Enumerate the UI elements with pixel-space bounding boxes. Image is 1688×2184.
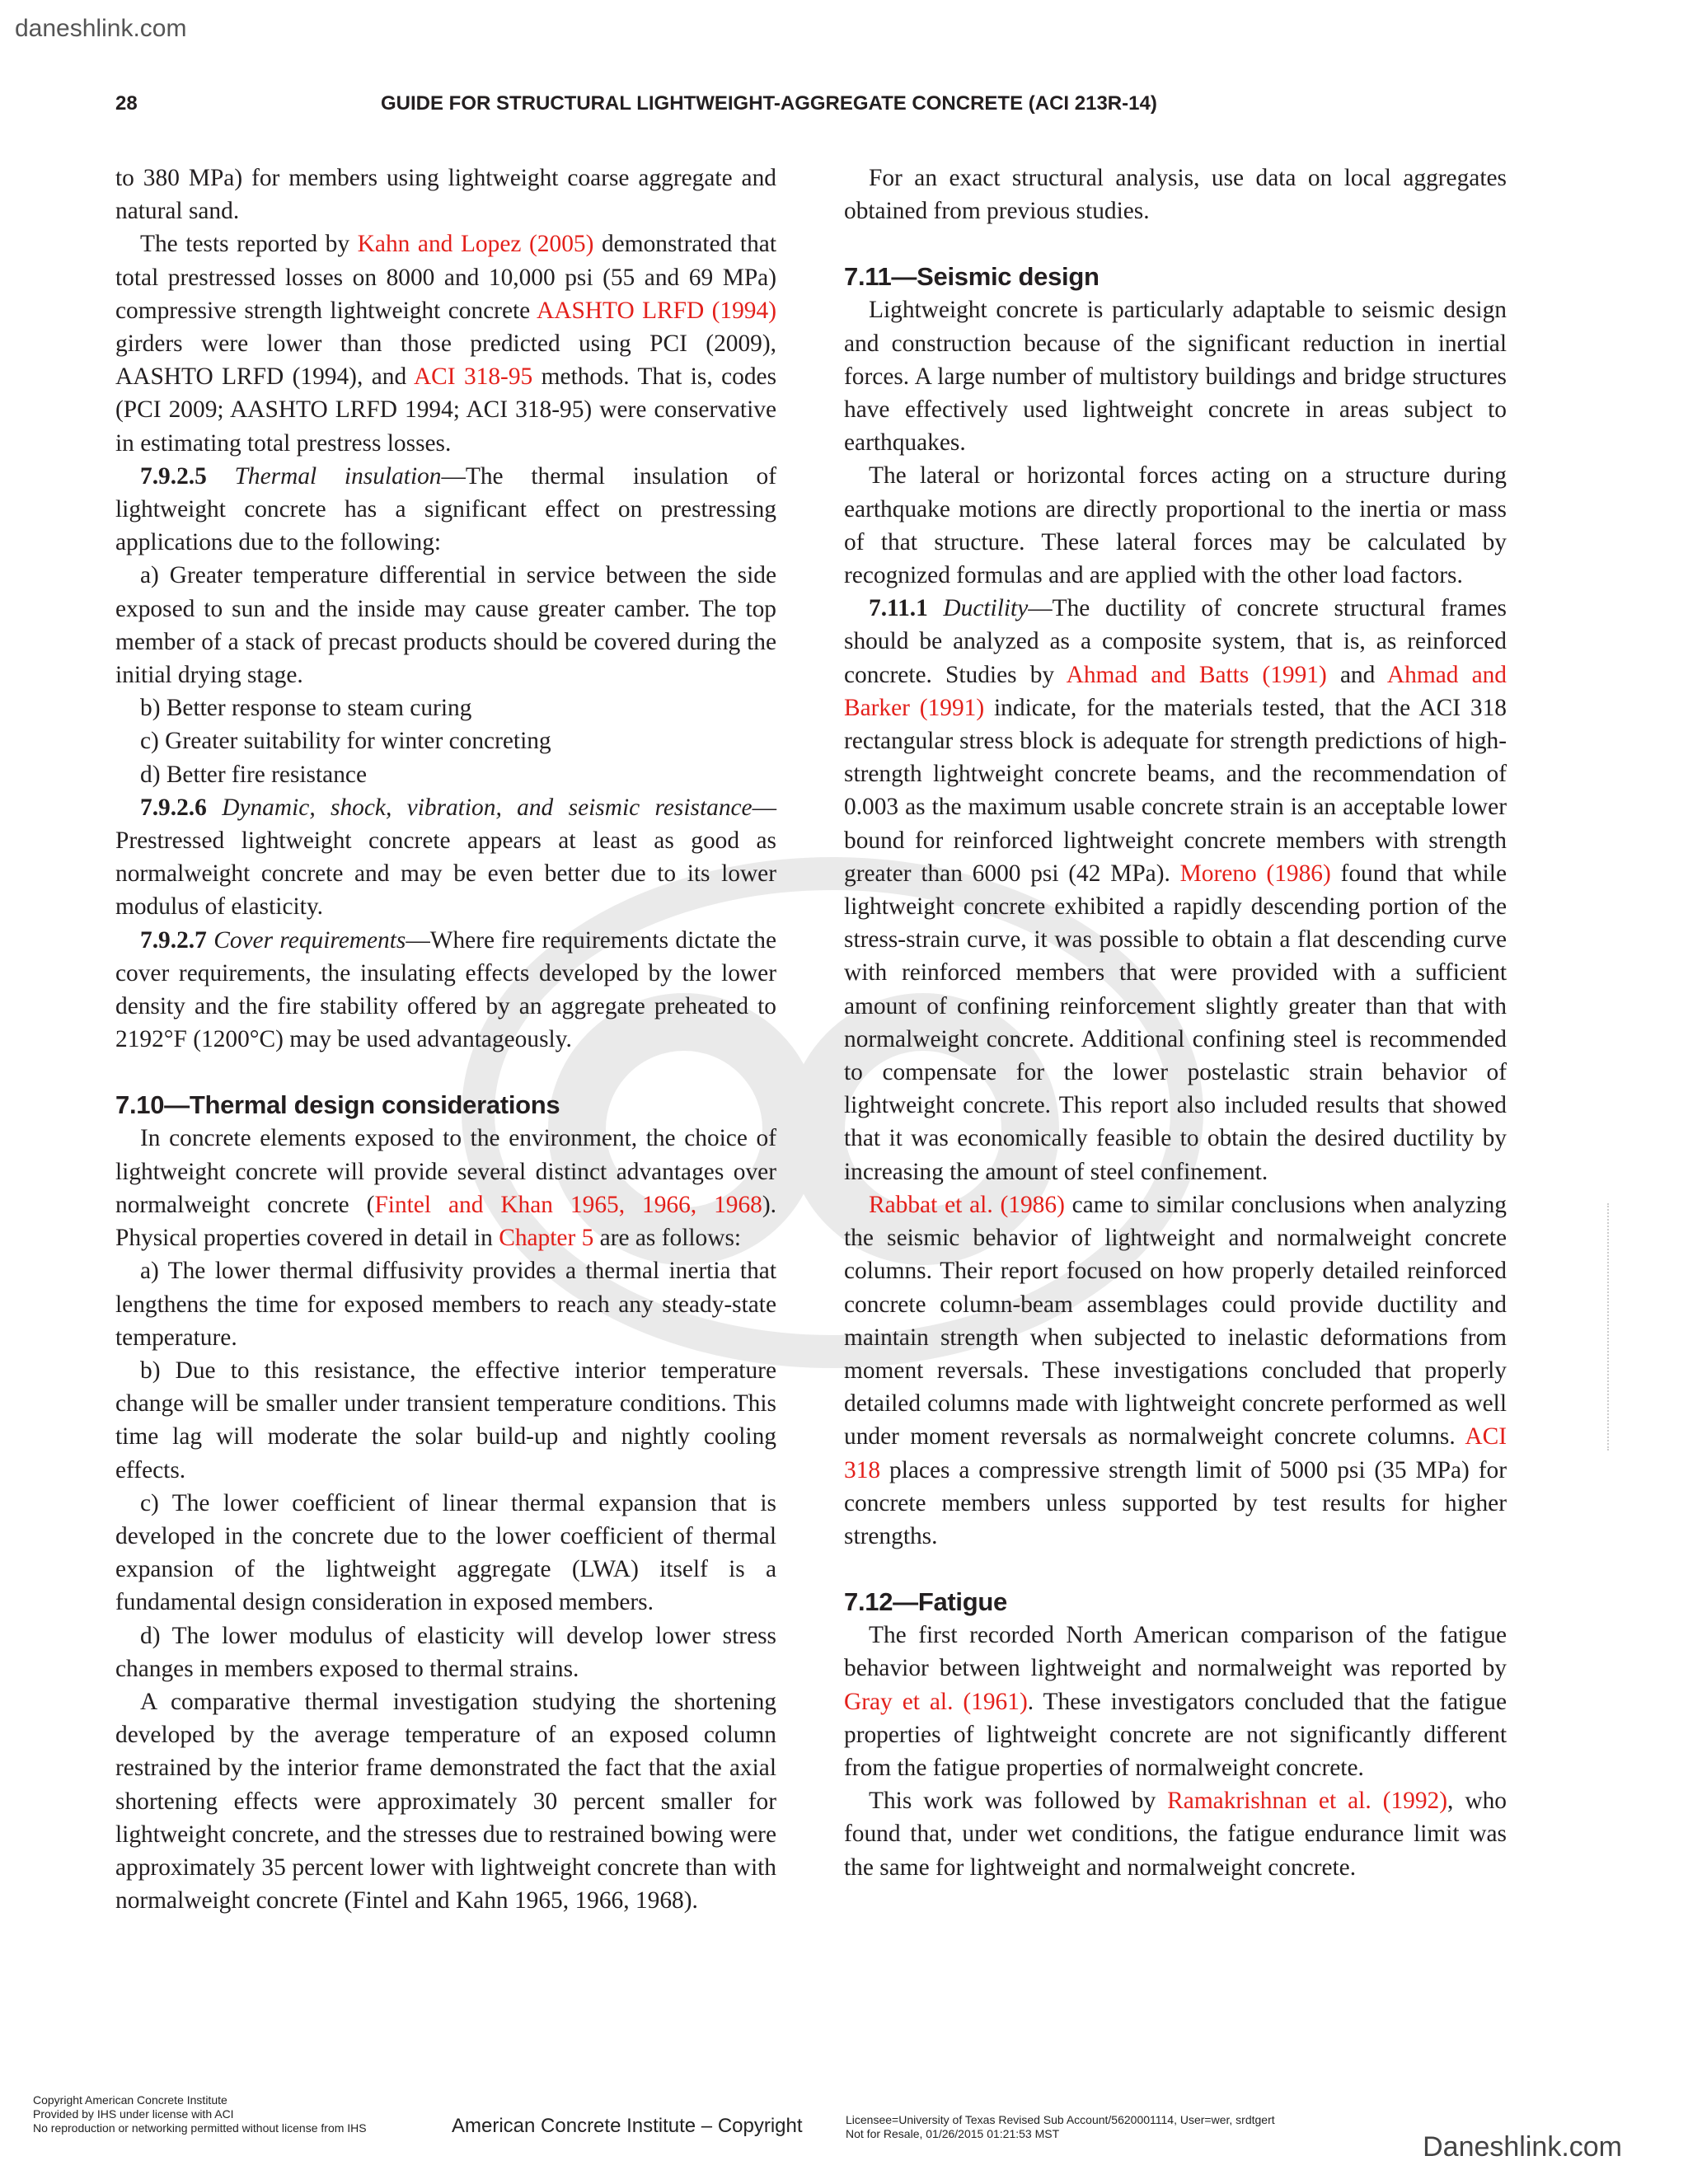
list-item: d) The lower modulus of elasticity will develop lower stress changes in members exposed to thermal strains. bbox=[115, 1622, 776, 1682]
citation-link[interactable]: Ahmad and Batts (1991) bbox=[1066, 661, 1327, 688]
section-7-9-2-6: 7.9.2.6 Dynamic, shock, vibration, and seismic resistance—Prestressed lightweight concrete appears at least as good as normalweight concrete and may be even better due to its lower modulus of elasticity. bbox=[115, 794, 776, 921]
list-item: a) The lower thermal diffusivity provides a thermal inertia that lengthens the time for exposed members to reach any steady-state temperature. bbox=[115, 1258, 776, 1351]
citation-link[interactable]: ACI 318-95 bbox=[413, 363, 533, 391]
watermark-bottom: Daneshlink.com bbox=[1423, 2131, 1622, 2163]
paragraph: The tests reported by Kahn and Lopez (2005) demonstrated that total prestressed losses on 8000 and 10,000 psi (55 and 69 MPa) compressive strength lightweight concrete AASHTO LRFD (1994) girders were lower than those predicted using PCI (2009), AASHTO LRFD (1994), and ACI 318-95 methods. That is, codes (PCI 2009; AASHTO LRFD 1994; ACI 318-95) were conservative in estimating total prestress losses. bbox=[115, 231, 777, 457]
citation-link[interactable]: Rabbat et al. (1986) bbox=[869, 1191, 1065, 1218]
paragraph: The first recorded North American comparison of the fatigue behavior between lightweight and normalweight was reported by Gray et al. (1961). These investigators concluded that the fatigue properties of lightweight concrete are not significantly different from the fatigue properties of normalweight concrete. bbox=[844, 1622, 1507, 1781]
list-item: b) Due to this resistance, the effective interior temperature change will be smaller under transient temperature conditions. This time lag will moderate the solar build-up and nightly cooling effects. bbox=[115, 1357, 776, 1483]
citation-link[interactable]: Gray et al. (1961) bbox=[844, 1688, 1028, 1715]
paragraph: The lateral or horizontal forces acting on a structure during earthquake motions are directly proportional to the inertia or mass of that structure. These lateral forces may be calculated by recognized formulas and are applied with the other load factors. bbox=[844, 462, 1507, 589]
paragraph: Lightweight concrete is particularly adaptable to seismic design and construction because of the significant reduction in inertial forces. A large number of multistory buildings and bridge structures have effectively used lightweight concrete in areas subject to earthquakes. bbox=[844, 297, 1507, 457]
margin-marks bbox=[1607, 1203, 1612, 1451]
left-column bbox=[115, 162, 776, 1917]
citation-link[interactable]: Moreno (1986) bbox=[1179, 860, 1331, 887]
list-item: b) Better response to steam curing bbox=[140, 695, 472, 722]
watermark-top: daneshlink.com bbox=[15, 15, 187, 42]
list-item: c) Greater suitability for winter concreting bbox=[140, 728, 551, 755]
list-item: a) Greater temperature differential in service between the side exposed to sun and the inside may cause greater camber. The top member of a stack of precast products should be covered during the initial drying stage. bbox=[115, 562, 776, 689]
heading-7-11: 7.11—Seismic design bbox=[844, 262, 1100, 292]
paragraph: Rabbat et al. (1986) came to similar conclusions when analyzing the seismic behavior of lightweight and normalweight concrete columns. Their report focused on how properly detailed reinforced concrete column-beam assemblages could provide ductility and maintain strength when subjected to inelastic deformations from moment reversals. These investigations concluded that properly detailed columns made with lightweight concrete performed as well under moment reversals as normalweight concrete columns. ACI 318 places a compressive strength limit of 5000 psi (35 MPa) for concrete members unless supported by test results for higher strengths. bbox=[844, 1191, 1507, 1549]
section-7-11-1: 7.11.1 Ductility—The ductility of concrete structural frames should be analyzed as a composite system, that is, as reinforced concrete. Studies by Ahmad and Batts (1991) and Ahmad and Barker (1991) indicate, for the materials tested, that the ACI 318 rectangular stress block is adequate for strength predictions of high-strength lightweight concrete beams, and the recommendation of 0.003 as the maximum usable concrete strain is an acceptable lower bound for reinforced lightweight concrete members with strength greater than 6000 psi (42 MPa). Moreno (1986) found that while lightweight concrete exhibited a rapidly descending portion of the stress-strain curve, it was possible to obtain a flat descending curve with reinforced members that were provided with a sufficient amount of confining reinforcement slightly greater than that with normalweight concrete. Additional confining steel is recommended to compensate for the lower postelastic strain behavior of lightweight concrete. This report also included results that showed that it was economically feasible to obtain the desired ductility by increasing the amount of steel confinement. bbox=[844, 595, 1507, 1185]
page-number: 28 bbox=[115, 92, 138, 115]
section-7-9-2-5: 7.9.2.5 Thermal insulation—The thermal insulation of lightweight concrete has a significant effect on prestressing applications due to the following: bbox=[115, 462, 776, 556]
footer-copyright: Copyright American Concrete Institute Provided by IHS under license with ACI No reproduction or networking permitted without license from IHS bbox=[33, 2093, 367, 2135]
citation-link[interactable]: AASHTO LRFD (1994) bbox=[537, 297, 776, 324]
citation-link[interactable]: Ramakrishnan et al. (1992) bbox=[1167, 1788, 1448, 1815]
citation-link[interactable]: ACI 318 bbox=[844, 1423, 1507, 1483]
list-item: d) Better fire resistance bbox=[140, 761, 367, 788]
heading-7-12: 7.12—Fatigue bbox=[844, 1587, 1007, 1617]
footer-license: Licensee=University of Texas Revised Sub Account/5620001114, User=wer, srdtgert Not for Resale, 01/26/2015 01:21:53 MST bbox=[846, 2113, 1275, 2140]
heading-7-10: 7.10—Thermal design considerations bbox=[115, 1090, 560, 1120]
paragraph: For an exact structural analysis, use data on local aggregates obtained from previous studies. bbox=[844, 165, 1507, 225]
right-column bbox=[844, 162, 1507, 1884]
citation-link[interactable]: Fintel and Khan 1965, 1966, 1968 bbox=[374, 1191, 762, 1218]
chapter-link[interactable]: Chapter 5 bbox=[499, 1225, 594, 1252]
paragraph: A comparative thermal investigation studying the shortening developed by the average temperature of an exposed column restrained by the interior frame demonstrated the fact that the axial shortening effects were approximately 30 percent smaller for lightweight concrete, and the stresses due to restrained bowing were approximately 35 percent lower with lightweight concrete than with normalweight concrete (Fintel and Kahn 1965, 1966, 1968). bbox=[115, 1688, 776, 1915]
paragraph: This work was followed by Ramakrishnan et al. (1992), who found that, under wet conditions, the fatigue endurance limit was the same for lightweight and normalweight concrete. bbox=[844, 1788, 1507, 1881]
citation-link[interactable]: Ahmad and Barker (1991) bbox=[844, 661, 1507, 721]
citation-link[interactable]: Kahn and Lopez (2005) bbox=[357, 231, 594, 258]
paragraph: In concrete elements exposed to the environment, the choice of lightweight concrete will provide several distinct advantages over normalweight concrete (Fintel and Khan 1965, 1966, 1968). Physical properties covered in detail in Chapter 5 are as follows: bbox=[115, 1125, 776, 1252]
section-7-9-2-7: 7.9.2.7 Cover requirements—Where fire requirements dictate the cover requirements, the insulating effects developed by the lower density and the fire stability offered by an aggregate preheated to 2192°F (1200°C) may be used advantageously. bbox=[115, 926, 776, 1053]
paragraph: to 380 MPa) for members using lightweight coarse aggregate and natural sand. bbox=[115, 165, 776, 225]
running-title: GUIDE FOR STRUCTURAL LIGHTWEIGHT-AGGREGATE CONCRETE (ACI 213R-14) bbox=[381, 92, 1157, 115]
footer-publisher: American Concrete Institute – Copyright bbox=[452, 2115, 803, 2137]
list-item: c) The lower coefficient of linear thermal expansion that is developed in the concrete due to the lower coefficient of thermal expansion of the lightweight aggregate (LWA) itself is a fundamental design consideration in exposed members. bbox=[115, 1489, 776, 1616]
